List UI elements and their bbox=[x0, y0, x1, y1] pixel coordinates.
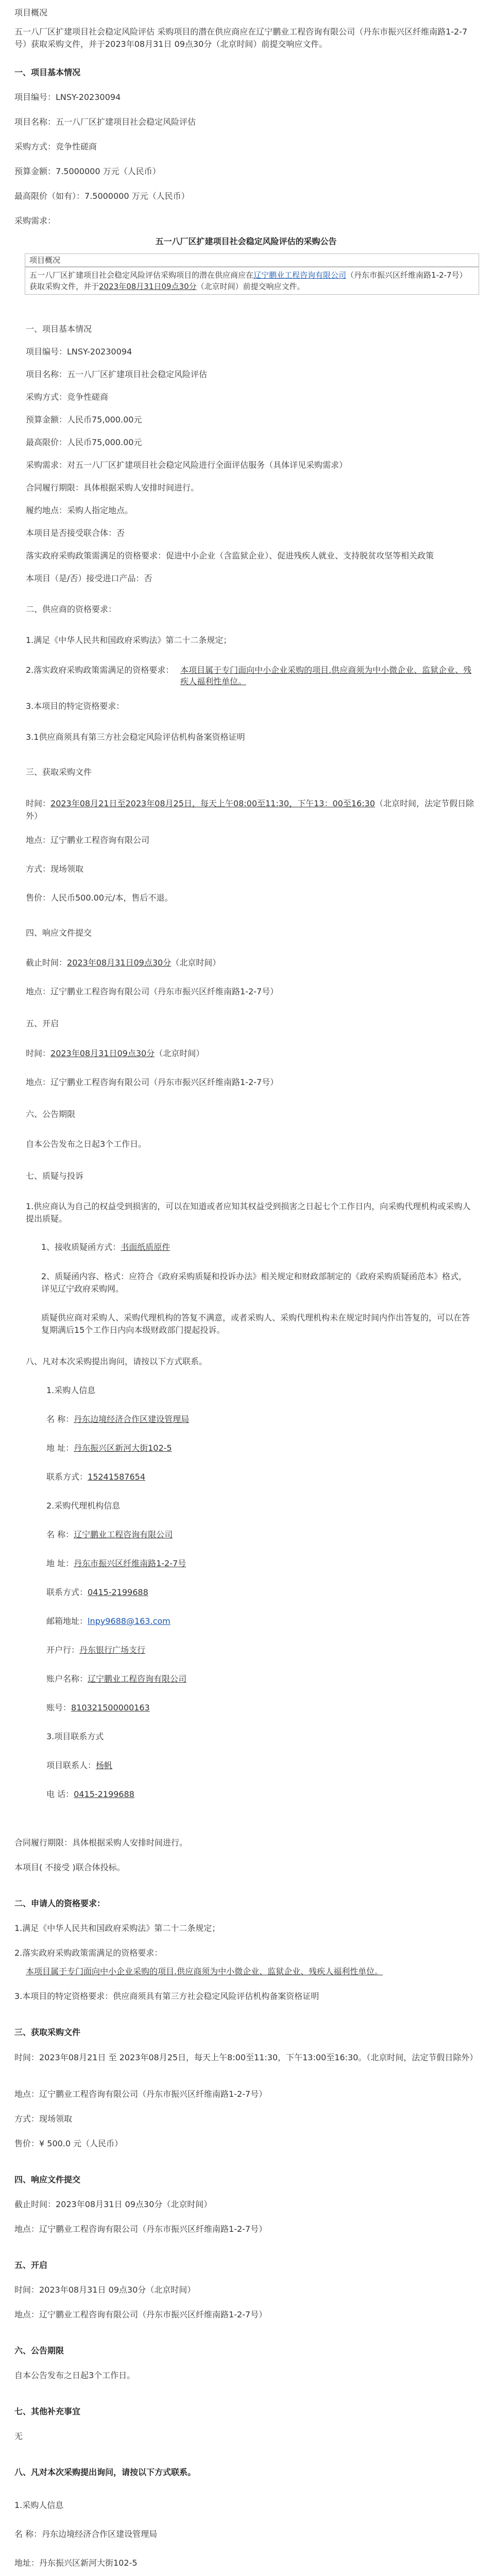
notice-s2-3-1: 3.1供应商须具有第三方社会稳定风险评估机构备案资格证明 bbox=[26, 732, 245, 742]
notice-s3-place: 地点：辽宁鹏业工程咨询有限公司 bbox=[26, 835, 150, 845]
after-s8-1-name: 名 称：丹东边境经济合作区建设管理局 bbox=[14, 2529, 158, 2539]
after-joint: 本项目( 不接受 )联合体投标。 bbox=[14, 1862, 125, 1872]
notice-s8-2-mail: 邮箱地址：lnpy9688@163.com bbox=[46, 1616, 171, 1626]
after-s6-title: 六、公告期限 bbox=[14, 2346, 64, 2355]
notice-s2-2: 2.落实政府采购政策需满足的资格要求： bbox=[26, 665, 174, 675]
notice-s8-1: 1.采购人信息 bbox=[46, 1385, 96, 1395]
notice-s8-3-tel: 电 话：0415-2199688 bbox=[46, 1789, 134, 1799]
after-s2-title: 二、申请人的资格要求： bbox=[14, 1899, 106, 1908]
notice-s5-time: 时间：2023年08月31日09点30分（北京时间） bbox=[26, 1048, 205, 1058]
notice-s7-3: 质疑供应商对采购人、采购代理机构的答复不满意，或者采购人、采购代理机构未在规定时间内作出答复的，可以在答复期满后15个工作日内向本级财政部门提起投诉。 bbox=[41, 1313, 470, 1335]
after-s5-place: 地点：辽宁鹏业工程咨询有限公司（丹东市振兴区纤维南路1-2-7号） bbox=[14, 2310, 267, 2319]
notice-s8-1-name: 名 称：丹东边境经济合作区建设管理局 bbox=[46, 1414, 190, 1424]
notice-s4-deadline: 截止时间：2023年08月31日09点30分（北京时间） bbox=[26, 958, 221, 968]
notice-s4-title: 四、响应文件提交 bbox=[26, 928, 92, 938]
section1-title: 一、项目基本情况 bbox=[14, 67, 81, 77]
notice-s1-policy: 落实政府采购政策需满足的资格要求：促进中小企业（含监狱企业）、促进残疾人就业、支持脱贫攻坚等相关政策 bbox=[26, 551, 434, 561]
notice-s8-1-addr: 地 址：丹东振兴区新河大街102-5 bbox=[46, 1443, 172, 1453]
notice-s1-lots: 履约地点：采购人指定地点。 bbox=[26, 505, 133, 515]
notice-s5-place: 地点：辽宁鹏业工程咨询有限公司（丹东市振兴区纤维南路1-2-7号） bbox=[26, 1077, 279, 1087]
after-s7-text: 无 bbox=[14, 2431, 23, 2441]
max-price: 最高限价（如有）：7.5000000 万元（人民币） bbox=[14, 191, 190, 201]
after-s2-1: 1.满足《中华人民共和国政府采购法》第二十二条规定； bbox=[14, 1923, 220, 1933]
notice-s3-title: 三、获取采购文件 bbox=[26, 767, 92, 777]
header-label: 项目概况 bbox=[14, 8, 48, 18]
notice-s8-2-bank: 开户行：丹东银行广场支行 bbox=[46, 1645, 146, 1655]
after-s4-place: 地点：辽宁鹏业工程咨询有限公司（丹东市振兴区纤维南路1-2-7号） bbox=[14, 2224, 267, 2234]
overview-text-2: （丹东市振兴区纤维南路1-2-7号）获取采购文件，并于 bbox=[29, 270, 467, 291]
notice-s8-3-name: 项目联系人：杨帆 bbox=[46, 1760, 113, 1770]
notice-s2-2-underlined: 本项目属于专门面向中小企业采购的项目.供应商须为中小微企业、监狱企业、残疾人福利性单位。 bbox=[180, 665, 472, 686]
after-s2-3: 3.本项目的特定资格要求：供应商须具有第三方社会稳定风险评估机构备案资格证明 bbox=[14, 1991, 319, 2001]
after-s8-1-addr: 地址：丹东振兴区新河大街102-5 bbox=[14, 2558, 138, 2568]
overview-text-1: 五一八厂区扩建项目社会稳定风险评估采购项目的潜在供应商应在 bbox=[29, 270, 254, 280]
notice-s8-2-account-no: 账号：810321500000163 bbox=[46, 1703, 150, 1713]
notice-s2-3: 3.本项目的特定资格要求： bbox=[26, 701, 125, 711]
notice-s3-price: 售价：人民币500.00元/本，售后不退。 bbox=[26, 893, 173, 903]
after-s3-title: 三、获取采购文件 bbox=[14, 2027, 81, 2037]
notice-s1-need: 采购需求：对五一八厂区扩建项目社会稳定风险进行全面评估服务（具体详见采购需求） bbox=[26, 460, 348, 470]
overview-link[interactable]: 辽宁鹏业工程咨询有限公司 bbox=[253, 270, 347, 280]
notice-s2-1: 1.满足《中华人民共和国政府采购法》第二十二条规定； bbox=[26, 635, 232, 645]
after-s3-place: 地点：辽宁鹏业工程咨询有限公司（丹东市振兴区纤维南路1-2-7号） bbox=[14, 2089, 267, 2099]
notice-s1-max: 最高限价：人民币75,000.00元 bbox=[26, 437, 142, 447]
notice-title: 五一八厂区扩建项目社会稳定风险评估的采购公告 bbox=[155, 236, 337, 246]
notice-s1-no: 项目编号：LNSY-20230094 bbox=[26, 347, 132, 357]
notice-s3-way: 方式：现场领取 bbox=[26, 864, 84, 874]
notice-s8-title: 八、凡对本次采购提出询问，请按以下方式联系。 bbox=[26, 1357, 208, 1366]
overview-label-box bbox=[25, 253, 479, 267]
notice-s8-3: 3.项目联系方式 bbox=[46, 1732, 104, 1741]
notice-s8-1-tel: 联系方式：15241587654 bbox=[46, 1472, 145, 1482]
notice-s7-2: 2、质疑函内容、格式：应符合《政府采购质疑和投诉办法》相关规定和财政部制定的《政府采购质疑函范本》格式，详见辽宁政府采购网。 bbox=[41, 1272, 467, 1294]
after-s3-price: 售价：¥ 500.0 元（人民币） bbox=[14, 2139, 123, 2148]
after-s2-2-underlined: 本项目属于专门面向中小企业采购的项目.供应商须为中小微企业、监狱企业、残疾人福利性单位。 bbox=[26, 1967, 383, 1976]
after-s8-1: 1.采购人信息 bbox=[14, 2500, 64, 2510]
notice-s3-time: 时间：2023年08月21日至2023年08月25日，每天上午08:00至11:30，下午13：00至16:30（北京时间，法定节假日除外） bbox=[26, 799, 474, 821]
overview-text-box bbox=[25, 267, 479, 295]
notice-s6-title: 六、公告期限 bbox=[26, 1109, 76, 1119]
notice-s4-place: 地点：辽宁鹏业工程咨询有限公司（丹东市振兴区纤维南路1-2-7号） bbox=[26, 987, 279, 996]
after-s6-text: 自本公告发布之日起3个工作日。 bbox=[14, 2370, 135, 2380]
overview-time: 2023年08月31日09点30分 bbox=[99, 282, 197, 291]
after-s4-title: 四、响应文件提交 bbox=[14, 2175, 81, 2184]
notice-s8-2: 2.采购代理机构信息 bbox=[46, 1501, 121, 1511]
project-number: 项目编号：LNSY-20230094 bbox=[14, 92, 121, 102]
after-s3-way: 方式：现场领取 bbox=[14, 2114, 73, 2124]
procurement-need: 采购需求： bbox=[14, 216, 56, 226]
notice-s2-title: 二、供应商的资格要求： bbox=[26, 604, 117, 614]
overview-label: 项目概况 bbox=[29, 256, 61, 265]
notice-s8-2-name: 名 称：辽宁鹏业工程咨询有限公司 bbox=[46, 1530, 173, 1539]
notice-s1-joint: 本项目是否接受联合体：否 bbox=[26, 528, 125, 538]
notice-s8-2-addr: 地 址：丹东市振兴区纤维南路1-2-7号 bbox=[46, 1558, 186, 1568]
notice-s1-budget: 预算金额：人民币75,000.00元 bbox=[26, 415, 142, 425]
after-contract: 合同履行期限：具体根据采购人安排时间进行。 bbox=[14, 1838, 188, 1848]
notice-s8-2-account-name: 账户名称：辽宁鹏业工程咨询有限公司 bbox=[46, 1674, 187, 1684]
after-s7-title: 七、其他补充事宜 bbox=[14, 2406, 81, 2416]
after-s8-title: 八、凡对本次采购提出询问，请按以下方式联系。 bbox=[14, 2467, 196, 2477]
after-s4-deadline: 截止时间：2023年08月31日 09点30分（北京时间） bbox=[14, 2199, 212, 2209]
notice-s7-title: 七、质疑与投诉 bbox=[26, 1171, 84, 1181]
after-s2-2: 2.落实政府采购政策需满足的资格要求： bbox=[14, 1948, 163, 1958]
notice-s8-2-tel: 联系方式：0415-2199688 bbox=[46, 1587, 148, 1597]
overview-text-3: （北京时间）前提交响应文件。 bbox=[196, 282, 305, 291]
intro-paragraph: 五一八厂区扩建项目社会稳定风险评估 采购项目的潜在供应商应在辽宁鹏业工程咨询有限公司（丹东市振兴区纤维南路1-2-7号）获取采购文件，并于2023年08月31日 09点30分（北京时间）前提交响应文件。 bbox=[14, 27, 468, 49]
notice-s1-method: 采购方式：竞争性磋商 bbox=[26, 392, 109, 402]
project-name: 项目名称：五一八厂区扩建项目社会稳定风险评估 bbox=[14, 117, 196, 127]
budget-amount: 预算金额：7.5000000 万元（人民币） bbox=[14, 166, 161, 176]
notice-s7-1a: 1、接收质疑函方式：书面纸质原件 bbox=[41, 1242, 171, 1252]
notice-s5-title: 五、开启 bbox=[26, 1019, 59, 1028]
procurement-method: 采购方式：竞争性磋商 bbox=[14, 142, 97, 151]
notice-s1-name: 项目名称：五一八厂区扩建项目社会稳定风险评估 bbox=[26, 369, 208, 379]
notice-s7-1: 1.供应商认为自己的权益受到损害的，可以在知道或者应知其权益受到损害之日起七个工作日内，向采购代理机构或采购人提出质疑。 bbox=[26, 1201, 471, 1224]
after-s3-time: 时间：2023年08月21日 至 2023年08月25日，每天上午8:00至11:30，下午13:00至16:30。（北京时间，法定节假日除外） bbox=[14, 2053, 478, 2062]
notice-s6-text: 自本公告发布之日起3个工作日。 bbox=[26, 1139, 147, 1149]
notice-s1-title: 一、项目基本情况 bbox=[26, 324, 92, 334]
after-s5-title: 五、开启 bbox=[14, 2260, 48, 2270]
notice-s1-date: 本项目（是/否）接受进口产品：否 bbox=[26, 573, 152, 583]
notice-s1-contract: 合同履行期限：具体根据采购人安排时间进行。 bbox=[26, 483, 199, 493]
after-s5-time: 时间：2023年08月31日 09点30分（北京时间） bbox=[14, 2285, 196, 2295]
